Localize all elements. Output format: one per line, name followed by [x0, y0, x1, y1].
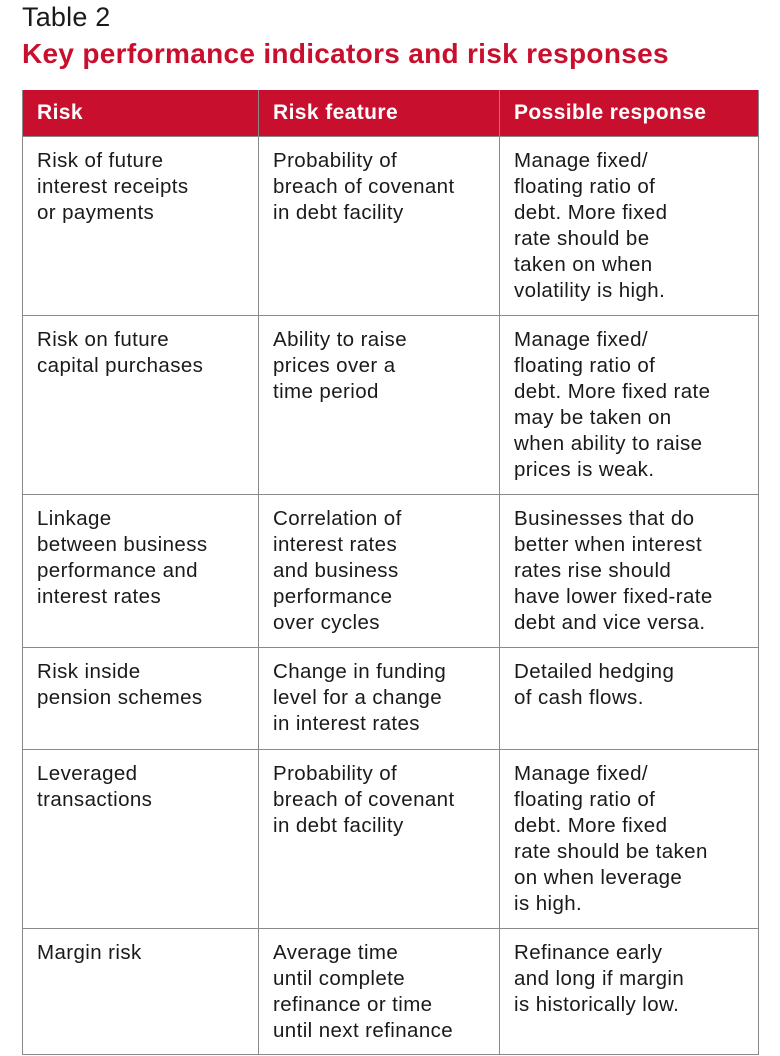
table-title: Key performance indicators and risk responses — [22, 38, 669, 69]
cell-possible-response: Refinance early and long if margin is historically low. — [500, 929, 759, 1055]
cell-risk: Leveraged transactions — [23, 750, 259, 929]
cell-risk-feature: Probability of breach of covenant in debt facility — [259, 750, 500, 929]
kpi-risk-table — [22, 90, 759, 1055]
column-header-risk: Risk — [23, 90, 259, 137]
column-header-possible-response: Possible response — [500, 90, 759, 137]
cell-risk: Linkage between business performance and interest rates — [23, 495, 259, 648]
cell-possible-response: Detailed hedging of cash flows. — [500, 648, 759, 750]
table-row — [23, 316, 759, 495]
table-row — [23, 495, 759, 648]
table-row — [23, 137, 759, 316]
cell-possible-response: Businesses that do better when interest rates rise should have lower fixed-rate debt and vice versa. — [500, 495, 759, 648]
column-header-risk-feature: Risk feature — [259, 90, 500, 137]
cell-possible-response: Manage fixed/ floating ratio of debt. More fixed rate should be taken on when leverage is high. — [500, 750, 759, 929]
cell-risk: Margin risk — [23, 929, 259, 1055]
table-number-label: Table 2 — [22, 2, 111, 32]
cell-risk-feature: Correlation of interest rates and business performance over cycles — [259, 495, 500, 648]
cell-risk-feature: Average time until complete refinance or time until next refinance — [259, 929, 500, 1055]
table-row — [23, 648, 759, 750]
cell-risk-feature: Change in funding level for a change in interest rates — [259, 648, 500, 750]
cell-risk: Risk inside pension schemes — [23, 648, 259, 750]
cell-possible-response: Manage fixed/ floating ratio of debt. More fixed rate may be taken on when ability to raise prices is weak. — [500, 316, 759, 495]
table-header-row — [23, 90, 759, 137]
table-row — [23, 929, 759, 1055]
cell-possible-response: Manage fixed/ floating ratio of debt. More fixed rate should be taken on when volatility is high. — [500, 137, 759, 316]
table-row — [23, 750, 759, 929]
cell-risk: Risk of future interest receipts or payments — [23, 137, 259, 316]
cell-risk-feature: Probability of breach of covenant in debt facility — [259, 137, 500, 316]
cell-risk: Risk on future capital purchases — [23, 316, 259, 495]
cell-risk-feature: Ability to raise prices over a time period — [259, 316, 500, 495]
